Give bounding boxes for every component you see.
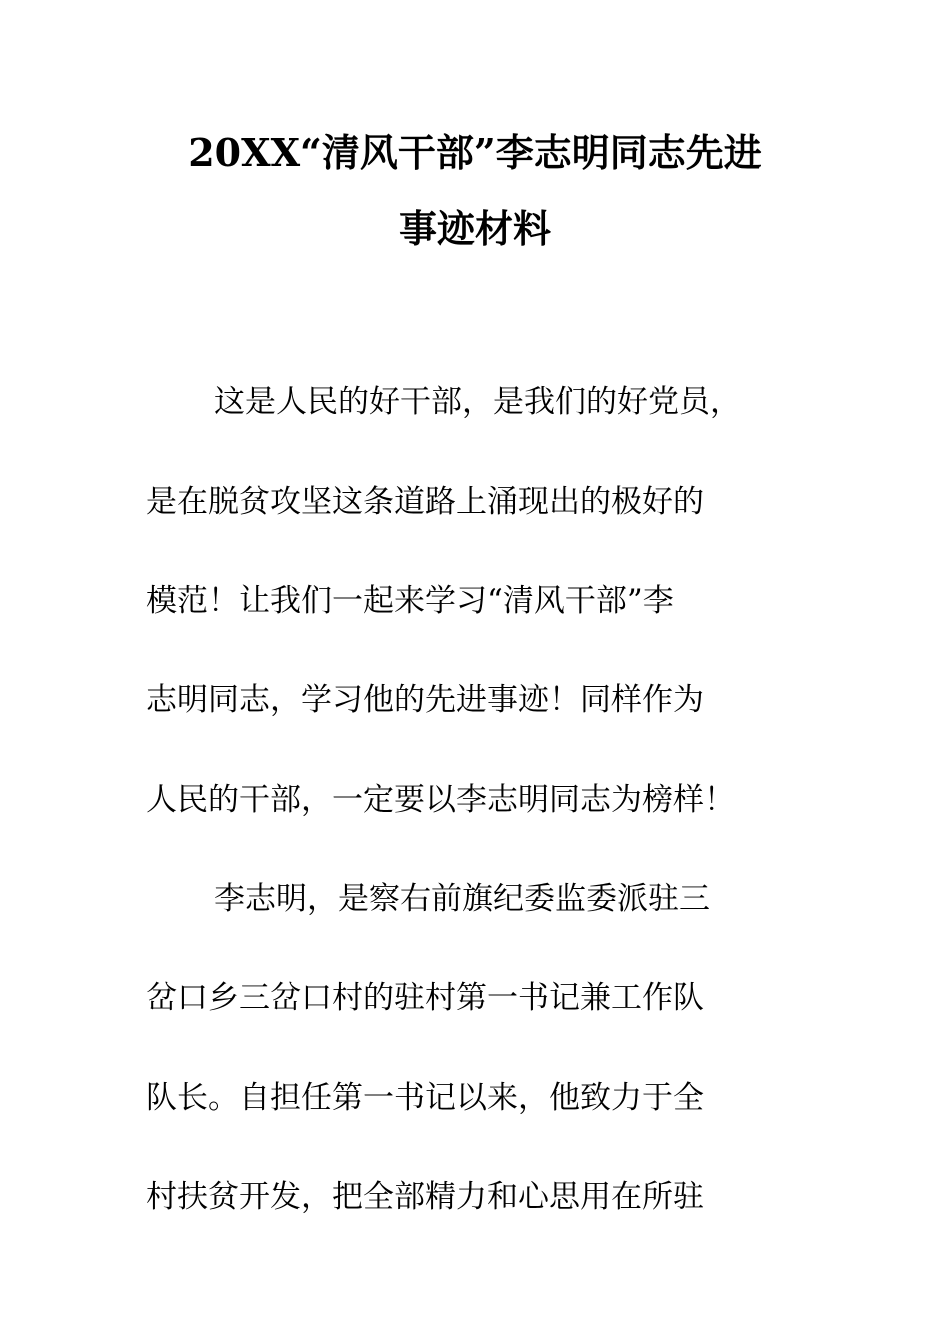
document-title-line-1: 20XX“清风干部”李志明同志先进 xyxy=(188,130,762,175)
paragraph-1-line-3: 模范！让我们一起来学习“清风干部”李 xyxy=(146,583,674,619)
document-title-line-2: 事迹材料 xyxy=(398,206,551,251)
paragraph-2-line-2: 岔口乡三岔口村的驻村第一书记兼工作队 xyxy=(146,980,704,1016)
paragraph-2-line-3: 队长。自担任第一书记以来，他致力于全 xyxy=(146,1080,704,1116)
paragraph-1-line-5: 人民的干部，一定要以李志明同志为榜样！ xyxy=(146,782,735,818)
paragraph-2-line-4: 村扶贫开发，把全部精力和心思用在所驻 xyxy=(146,1179,704,1215)
paragraph-1-line-2: 是在脱贫攻坚这条道路上涌现出的极好的 xyxy=(146,484,704,520)
paragraph-1-line-4: 志明同志，学习他的先进事迹！同样作为 xyxy=(146,682,704,718)
paragraph-1-line-1: 这是人民的好干部，是我们的好党员， xyxy=(214,384,741,420)
paragraph-2-line-1: 李志明，是察右前旗纪委监委派驻三 xyxy=(214,881,710,917)
